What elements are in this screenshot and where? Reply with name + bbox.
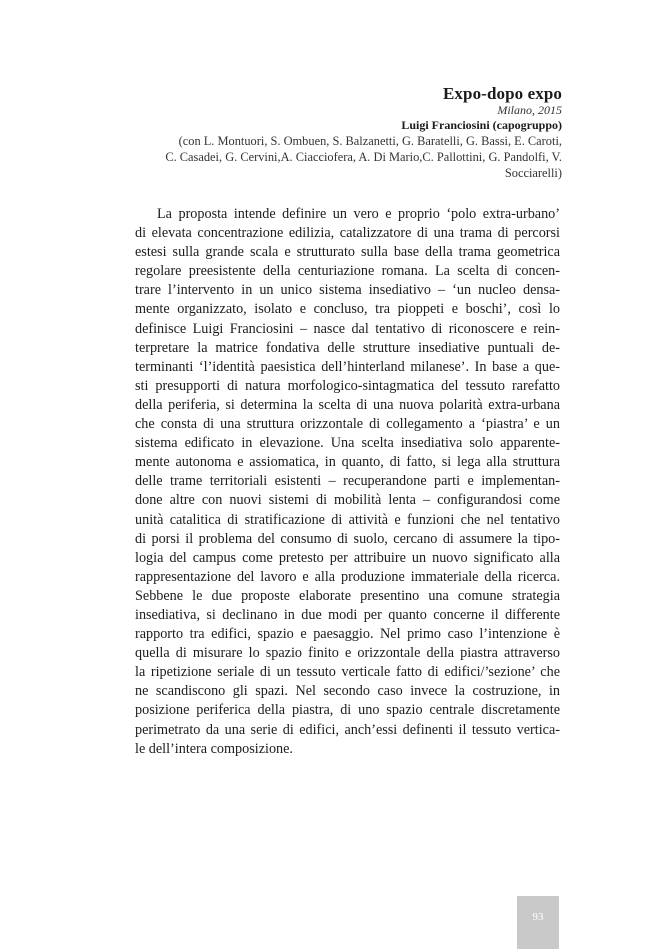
paragraph-line: mente autonoma e assiomatica, in quanto, di fatto, si lega alla struttura [135, 454, 560, 471]
body-paragraph [135, 205, 560, 759]
project-leader: Luigi Franciosini (capogruppo) [401, 118, 562, 132]
paragraph-line: di porsi il problema del consumo di suolo, cercano di assumere la tipo- [135, 530, 560, 547]
project-header [102, 84, 562, 182]
project-title: Expo-dopo expo [442, 84, 562, 103]
paragraph-line: insediativa, si declinano in due modi per quanto concerne il differente [135, 606, 560, 623]
page-number-tab [517, 896, 559, 949]
page-number: 93 [532, 911, 544, 923]
paragraph-line: La proposta intende definire un vero e proprio ‘polo extra-urbano’ [157, 206, 560, 222]
paragraph-line: unità catalitica di stratificazione di attività e funzioni che nel tentativo [135, 511, 560, 528]
paragraph-line: perimetrato da una serie di edifici, anch’essi definenti il tessuto vertica- [135, 721, 560, 738]
project-place-year: Milano, 2015 [497, 103, 562, 117]
paragraph-line: posizione periferica della piastra, di uno spazio centrale discretamente [135, 702, 560, 719]
paragraph-line: mente organizzato, isolato e concluso, tra pioppeti e boschi’, così lo [135, 301, 560, 318]
paragraph-line: sistema edificato in elevazione. Una scelta insediativa solo apparente- [135, 435, 560, 452]
project-credits [102, 133, 562, 182]
paragraph-line: trare l’intervento in un unico sistema insediativo – ‘un nucleo densa- [135, 282, 560, 299]
paragraph-line: definisce Luigi Franciosini – nasce dal tentativo di riconoscere e rein- [135, 320, 560, 337]
paragraph-line: estesi sulla grande scala e strutturato sulla base della trama geometrica [135, 244, 560, 261]
paragraph-line: le dell’intera composizione. [135, 740, 293, 757]
paragraph-line: ne scandiscono gli spazi. Nel secondo caso invece la costruzione, in [135, 683, 560, 700]
paragraph-line: rappresentazione del lavoro e alla produzione immateriale della ricerca. [135, 568, 560, 585]
paragraph-line: rapporto tra edifici, spazio e paesaggio. Nel primo caso l’intenzione è [135, 626, 560, 643]
credits-line: (con L. Montuori, S. Ombuen, S. Balzanetti, G. Baratelli, G. Bassi, E. Caroti, [178, 134, 562, 148]
paragraph-line: terpretare la matrice fondativa delle strutture insediative puntuali de- [135, 339, 560, 356]
paragraph-line: done altre con nuovi sistemi di mobilità lenta – configurandosi come [135, 492, 560, 509]
paragraph-line: sti presupporti di natura morfologico-sintagmatica del tessuto rarefatto [135, 377, 560, 394]
credits-line: C. Casadei, G. Cervini,A. Ciacciofera, A. Di Mario,C. Pallottini, G. Pandolfi, V. [165, 150, 562, 165]
credits-line: Socciarelli) [504, 166, 562, 181]
paragraph-line: terminanti ‘l’identità paesistica dell’hinterland milanese’. In base a que- [135, 358, 560, 375]
paragraph-line: logia del campus come pretesto per attribuire un nuovo significato alla [135, 549, 560, 566]
paragraph-line: delle trame territoriali esistenti – recuperandone parti e implementan- [135, 473, 560, 490]
paragraph-line: che consta di una struttura orizzontale di collegamento a ‘piastra’ e un [135, 416, 560, 433]
paragraph-line: Sebbene le due proposte elaborate presentino una comune strategia [135, 587, 560, 604]
paragraph-line: la ripetizione seriale di un tessuto verticale fatto di edifici/’sezione’ che [135, 664, 560, 681]
paragraph-line: regolare preesistente della centuriazione romana. La scelta di concen- [135, 263, 560, 280]
paragraph-line: della periferia, si determina la scelta di una nuova polarità extra-urbana [135, 396, 560, 413]
paragraph-line: quella di misurare lo spazio finito e orizzontale della piastra attraverso [135, 645, 560, 662]
paragraph-line: di elevata concentrazione edilizia, catalizzatore di una trama di percorsi [135, 225, 560, 242]
